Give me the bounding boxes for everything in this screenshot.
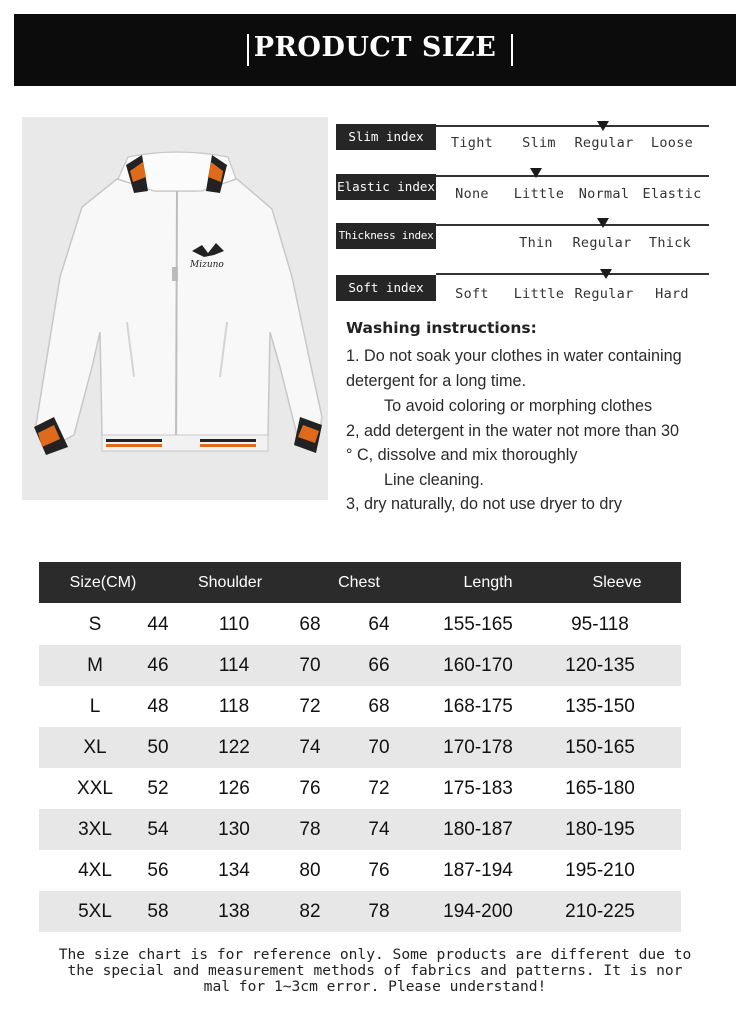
elastic-option: Normal — [578, 186, 630, 202]
measurement-cell: 74 — [368, 819, 390, 840]
size-cell: XL — [83, 737, 107, 758]
size-disclaimer — [14, 947, 736, 995]
measurement-cell: 160-170 — [443, 655, 513, 676]
measurement-cell: 150-165 — [565, 737, 635, 758]
slim-option: Slim — [522, 135, 556, 151]
table-row — [39, 727, 681, 768]
measurement-cell: 54 — [147, 819, 169, 840]
size-cell: 4XL — [78, 860, 112, 881]
soft-option: Hard — [655, 286, 689, 302]
elastic-option: Elastic — [642, 186, 702, 202]
measurement-cell: 66 — [368, 655, 390, 676]
column-header: Length — [463, 574, 513, 591]
elastic-index-scale — [436, 175, 709, 177]
thickness-option: Regular — [572, 235, 632, 251]
thickness-option: Thick — [648, 235, 692, 251]
soft-option: Little — [513, 286, 565, 302]
soft-index-label: Soft index — [336, 275, 436, 301]
slim-option: Tight — [450, 135, 494, 151]
slim-index-label: Slim index — [336, 124, 436, 150]
slim-index-pointer-icon — [597, 121, 609, 131]
measurement-cell: 130 — [218, 819, 250, 840]
washing-line: Line cleaning. — [384, 471, 484, 489]
size-cell: M — [87, 655, 103, 676]
measurement-cell: 82 — [299, 901, 321, 922]
measurement-cell: 44 — [147, 614, 169, 635]
elastic-option: Little — [513, 186, 565, 202]
washing-instructions-title: Washing instructions: — [346, 319, 537, 337]
measurement-cell: 155-165 — [443, 614, 513, 635]
thickness-index-scale — [436, 224, 709, 226]
soft-option: Regular — [574, 286, 634, 302]
soft-index-pointer-icon — [600, 269, 612, 279]
soft-index-scale — [436, 273, 709, 275]
column-header: Shoulder — [197, 574, 263, 591]
washing-line: 2, add detergent in the water not more than 30 — [346, 422, 679, 440]
measurement-cell: 70 — [299, 655, 321, 676]
measurement-cell: 118 — [218, 696, 250, 717]
table-row — [39, 891, 681, 932]
measurement-cell: 68 — [368, 696, 390, 717]
measurement-cell: 138 — [218, 901, 250, 922]
measurement-cell: 74 — [299, 737, 321, 758]
measurement-cell: 168-175 — [443, 696, 513, 717]
jacket-illustration — [22, 117, 328, 500]
slim-index-scale — [436, 125, 709, 127]
thickness-option: Thin — [519, 235, 553, 251]
table-row — [39, 768, 681, 809]
product-photo — [22, 117, 328, 500]
size-cell: 3XL — [78, 819, 112, 840]
disclaimer-line: the special and measurement methods of fabrics and patterns. It is nor — [67, 962, 683, 979]
elastic-option: None — [455, 186, 489, 202]
table-row — [39, 850, 681, 891]
banner-divider-right — [511, 34, 513, 66]
measurement-cell: 120-135 — [565, 655, 635, 676]
thickness-index-pointer-icon — [597, 218, 609, 228]
measurement-cell: 76 — [299, 778, 321, 799]
measurement-cell: 78 — [368, 901, 390, 922]
measurement-cell: 46 — [147, 655, 169, 676]
table-row — [39, 686, 681, 727]
washing-line: 1. Do not soak your clothes in water containing — [346, 347, 682, 365]
measurement-cell: 170-178 — [443, 737, 513, 758]
size-cell: S — [88, 614, 102, 635]
disclaimer-line: The size chart is for reference only. Some products are different due to — [58, 946, 692, 963]
measurement-cell: 50 — [147, 737, 169, 758]
measurement-cell: 165-180 — [565, 778, 635, 799]
measurement-cell: 48 — [147, 696, 169, 717]
measurement-cell: 210-225 — [565, 901, 635, 922]
measurement-cell: 52 — [147, 778, 169, 799]
measurement-cell: 187-194 — [443, 860, 513, 881]
measurement-cell: 58 — [147, 901, 169, 922]
slim-option: Loose — [650, 135, 694, 151]
washing-line: ° C, dissolve and mix thoroughly — [346, 446, 578, 464]
measurement-cell: 195-210 — [565, 860, 635, 881]
elastic-index-label: Elastic index — [336, 174, 436, 200]
measurement-cell: 70 — [368, 737, 390, 758]
thickness-index-label: Thickness index — [336, 223, 436, 249]
table-row — [39, 604, 681, 645]
measurement-cell: 68 — [299, 614, 321, 635]
measurement-cell: 95-118 — [571, 614, 629, 635]
washing-line: 3, dry naturally, do not use dryer to dry — [346, 495, 622, 513]
size-cell: 5XL — [78, 901, 112, 922]
column-header: Sleeve — [592, 574, 642, 591]
column-header: Chest — [338, 574, 380, 591]
header-banner — [14, 14, 736, 86]
measurement-cell: 194-200 — [443, 901, 513, 922]
svg-text:Mizuno: Mizuno — [190, 260, 224, 270]
measurement-cell: 135-150 — [565, 696, 635, 717]
measurement-cell: 114 — [218, 655, 250, 676]
table-row — [39, 809, 681, 850]
disclaimer-line: mal for 1~3cm error. Please understand! — [203, 978, 547, 995]
table-row — [39, 645, 681, 686]
soft-option: Soft — [455, 286, 489, 302]
column-header: Size(CM) — [69, 574, 137, 591]
measurement-cell: 180-195 — [565, 819, 635, 840]
slim-option: Regular — [574, 135, 634, 151]
measurement-cell: 180-187 — [443, 819, 513, 840]
washing-line: detergent for a long time. — [346, 372, 526, 390]
measurement-cell: 126 — [218, 778, 250, 799]
measurement-cell: 72 — [368, 778, 390, 799]
measurement-cell: 110 — [218, 614, 250, 635]
washing-line: To avoid coloring or morphing clothes — [384, 397, 653, 415]
size-cell: XXL — [77, 778, 113, 799]
measurement-cell: 80 — [299, 860, 321, 881]
measurement-cell: 134 — [218, 860, 250, 881]
measurement-cell: 175-183 — [443, 778, 513, 799]
measurement-cell: 122 — [218, 737, 250, 758]
page-title: PRODUCT SIZE — [253, 32, 497, 63]
measurement-cell: 78 — [299, 819, 321, 840]
measurement-cell: 56 — [147, 860, 169, 881]
measurement-cell: 72 — [299, 696, 321, 717]
elastic-index-pointer-icon — [530, 168, 542, 178]
measurement-cell: 76 — [368, 860, 390, 881]
table-header — [39, 562, 681, 603]
size-cell: L — [89, 696, 101, 717]
measurement-cell: 64 — [368, 614, 390, 635]
